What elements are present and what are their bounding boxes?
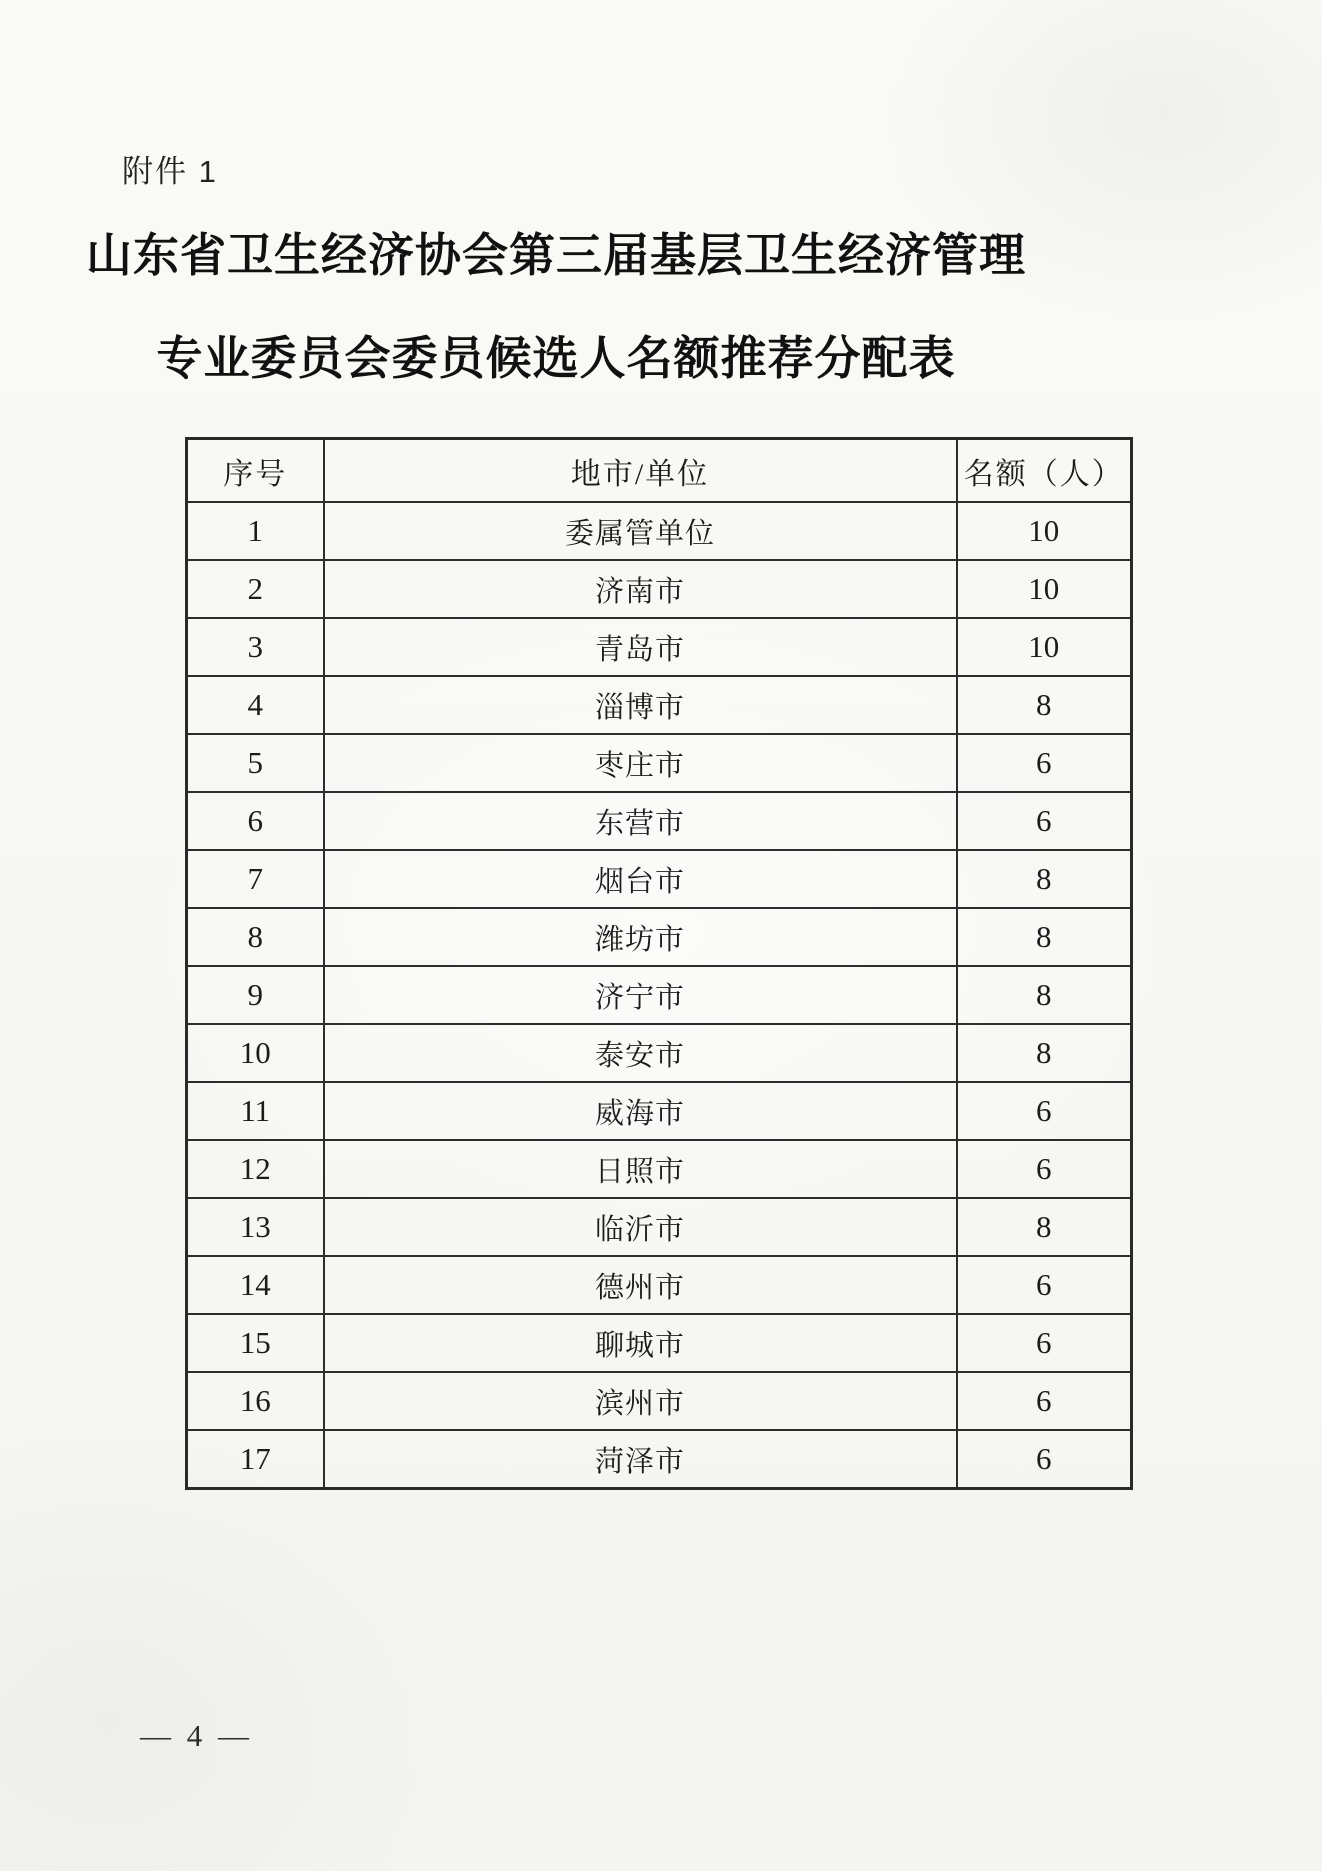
quota-value-cell: 8 bbox=[957, 966, 1132, 1024]
document-title-line1: 山东省卫生经济协会第三届基层卫生经济管理 bbox=[86, 230, 1026, 281]
unit-name-cell: 泰安市 bbox=[324, 1024, 957, 1082]
unit-name-cell: 青岛市 bbox=[324, 618, 957, 676]
row-number-cell: 10 bbox=[187, 1024, 324, 1082]
quota-value-cell: 10 bbox=[957, 618, 1132, 676]
unit-name-cell: 滨州市 bbox=[324, 1372, 957, 1430]
table-row bbox=[187, 908, 1132, 966]
quota-value-cell: 6 bbox=[957, 1140, 1132, 1198]
row-number-cell: 11 bbox=[187, 1082, 324, 1140]
unit-name-cell: 烟台市 bbox=[324, 850, 957, 908]
table-row bbox=[187, 676, 1132, 734]
quota-value-cell: 6 bbox=[957, 792, 1132, 850]
row-number-cell: 9 bbox=[187, 966, 324, 1024]
row-number-cell: 12 bbox=[187, 1140, 324, 1198]
table-row bbox=[187, 850, 1132, 908]
row-number-cell: 3 bbox=[187, 618, 324, 676]
table-row bbox=[187, 734, 1132, 792]
quota-value-cell: 8 bbox=[957, 908, 1132, 966]
quota-table-body bbox=[187, 502, 1132, 1489]
unit-name-cell: 日照市 bbox=[324, 1140, 957, 1198]
table-header-row bbox=[187, 439, 1132, 503]
column-header-no: 序号 bbox=[187, 439, 324, 503]
table-row bbox=[187, 1430, 1132, 1489]
unit-name-cell: 济南市 bbox=[324, 560, 957, 618]
column-header-unit: 地市/单位 bbox=[324, 439, 957, 503]
table-row bbox=[187, 1314, 1132, 1372]
row-number-cell: 15 bbox=[187, 1314, 324, 1372]
quota-allocation-table bbox=[185, 437, 1133, 1490]
row-number-cell: 4 bbox=[187, 676, 324, 734]
document-title-line2: 专业委员会委员候选人名额推荐分配表 bbox=[156, 333, 956, 384]
row-number-cell: 1 bbox=[187, 502, 324, 560]
unit-name-cell: 淄博市 bbox=[324, 676, 957, 734]
unit-name-cell: 威海市 bbox=[324, 1082, 957, 1140]
row-number-cell: 16 bbox=[187, 1372, 324, 1430]
table-row bbox=[187, 966, 1132, 1024]
table-row bbox=[187, 792, 1132, 850]
unit-name-cell: 临沂市 bbox=[324, 1198, 957, 1256]
row-number-cell: 13 bbox=[187, 1198, 324, 1256]
quota-value-cell: 8 bbox=[957, 676, 1132, 734]
quota-value-cell: 6 bbox=[957, 1082, 1132, 1140]
table-row bbox=[187, 618, 1132, 676]
unit-name-cell: 潍坊市 bbox=[324, 908, 957, 966]
quota-value-cell: 6 bbox=[957, 1314, 1132, 1372]
table-row bbox=[187, 1082, 1132, 1140]
unit-name-cell: 德州市 bbox=[324, 1256, 957, 1314]
attachment-label: 附件 1 bbox=[122, 154, 218, 189]
unit-name-cell: 枣庄市 bbox=[324, 734, 957, 792]
quota-value-cell: 10 bbox=[957, 502, 1132, 560]
quota-value-cell: 6 bbox=[957, 734, 1132, 792]
unit-name-cell: 菏泽市 bbox=[324, 1430, 957, 1489]
table-row bbox=[187, 1372, 1132, 1430]
quota-value-cell: 10 bbox=[957, 560, 1132, 618]
column-header-quota: 名额（人） bbox=[957, 439, 1132, 503]
unit-name-cell: 东营市 bbox=[324, 792, 957, 850]
unit-name-cell: 委属管单位 bbox=[324, 502, 957, 560]
table-row bbox=[187, 1198, 1132, 1256]
unit-name-cell: 济宁市 bbox=[324, 966, 957, 1024]
quota-value-cell: 8 bbox=[957, 850, 1132, 908]
table-row bbox=[187, 1140, 1132, 1198]
table-row bbox=[187, 560, 1132, 618]
quota-value-cell: 6 bbox=[957, 1256, 1132, 1314]
table-row bbox=[187, 502, 1132, 560]
unit-name-cell: 聊城市 bbox=[324, 1314, 957, 1372]
quota-value-cell: 8 bbox=[957, 1024, 1132, 1082]
row-number-cell: 7 bbox=[187, 850, 324, 908]
row-number-cell: 5 bbox=[187, 734, 324, 792]
table-row bbox=[187, 1256, 1132, 1314]
page-number: — 4 — bbox=[140, 1718, 253, 1753]
document-title bbox=[0, 204, 1112, 410]
quota-value-cell: 8 bbox=[957, 1198, 1132, 1256]
row-number-cell: 14 bbox=[187, 1256, 324, 1314]
row-number-cell: 6 bbox=[187, 792, 324, 850]
quota-value-cell: 6 bbox=[957, 1430, 1132, 1489]
table-row bbox=[187, 1024, 1132, 1082]
quota-value-cell: 6 bbox=[957, 1372, 1132, 1430]
row-number-cell: 17 bbox=[187, 1430, 324, 1489]
row-number-cell: 8 bbox=[187, 908, 324, 966]
row-number-cell: 2 bbox=[187, 560, 324, 618]
